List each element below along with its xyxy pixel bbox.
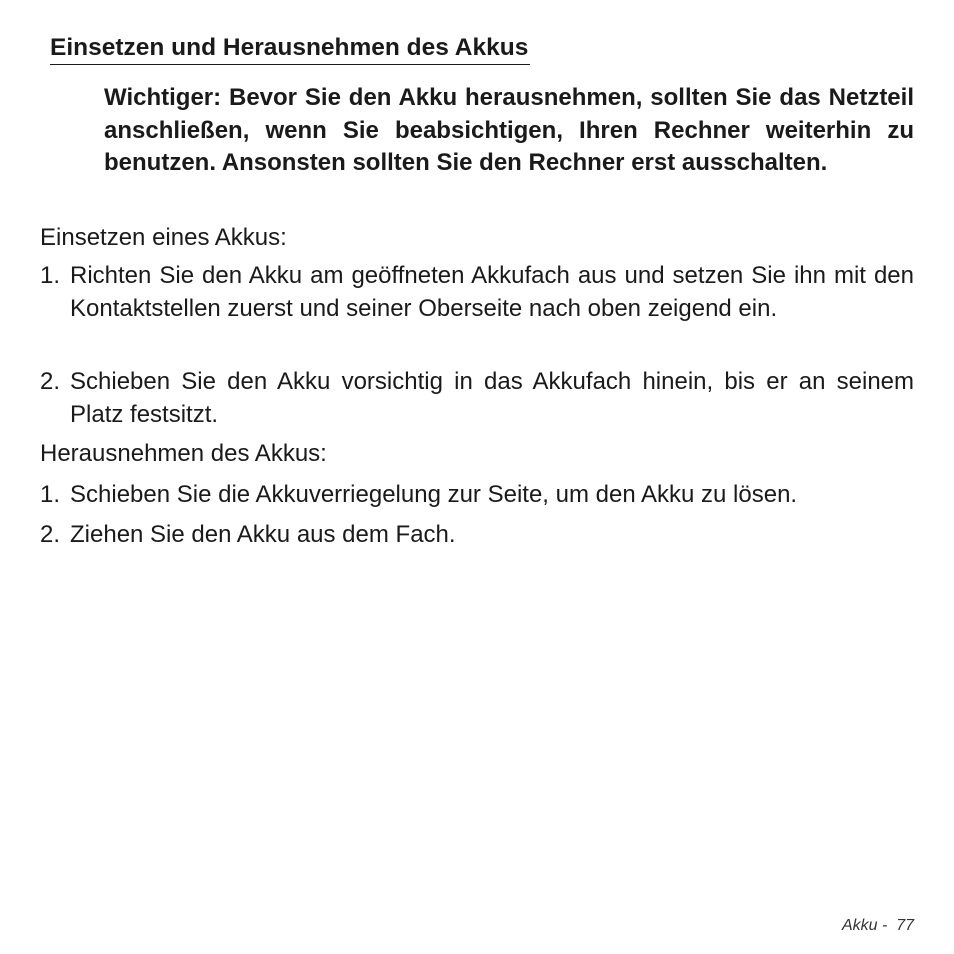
- list-item: [40, 519, 914, 552]
- list-item: [40, 366, 914, 431]
- page-footer: [842, 917, 914, 935]
- list-number: 1.: [40, 262, 61, 289]
- footer-section: Akku -: [841, 917, 888, 934]
- list-number: 2.: [40, 521, 61, 548]
- page-number: 77: [896, 917, 914, 934]
- list-item: [40, 479, 914, 512]
- list-text: Ziehen Sie den Akku aus dem Fach.: [70, 521, 456, 548]
- list-text: Schieben Sie die Akkuverriegelung zur Seite, um den Akku zu lösen.: [70, 481, 798, 508]
- section-heading: Einsetzen und Herausnehmen des Akkus: [50, 32, 530, 65]
- list-text: Richten Sie den Akku am geöffneten Akkufach aus und setzen Sie ihn mit den Kontaktstellen zuerst und seiner Oberseite nach oben zeigend ein.: [70, 262, 914, 322]
- remove-section-title: Herausnehmen des Akkus:: [40, 440, 327, 467]
- list-number: 1.: [40, 481, 61, 508]
- list-text: Schieben Sie den Akku vorsichtig in das Akkufach hinein, bis er an seinem Platz festsitzt.: [70, 368, 914, 428]
- list-number: 2.: [40, 368, 61, 395]
- insert-section-title: Einsetzen eines Akkus:: [40, 224, 287, 251]
- list-item: [40, 260, 914, 325]
- important-note: Wichtiger: Bevor Sie den Akku herausnehmen, sollten Sie das Netzteil anschließen, wenn Sie beabsichtigen, Ihren Rechner weiterhin zu benutzen. Ansonsten sollten Sie den Rechner erst ausschalten.: [104, 84, 914, 176]
